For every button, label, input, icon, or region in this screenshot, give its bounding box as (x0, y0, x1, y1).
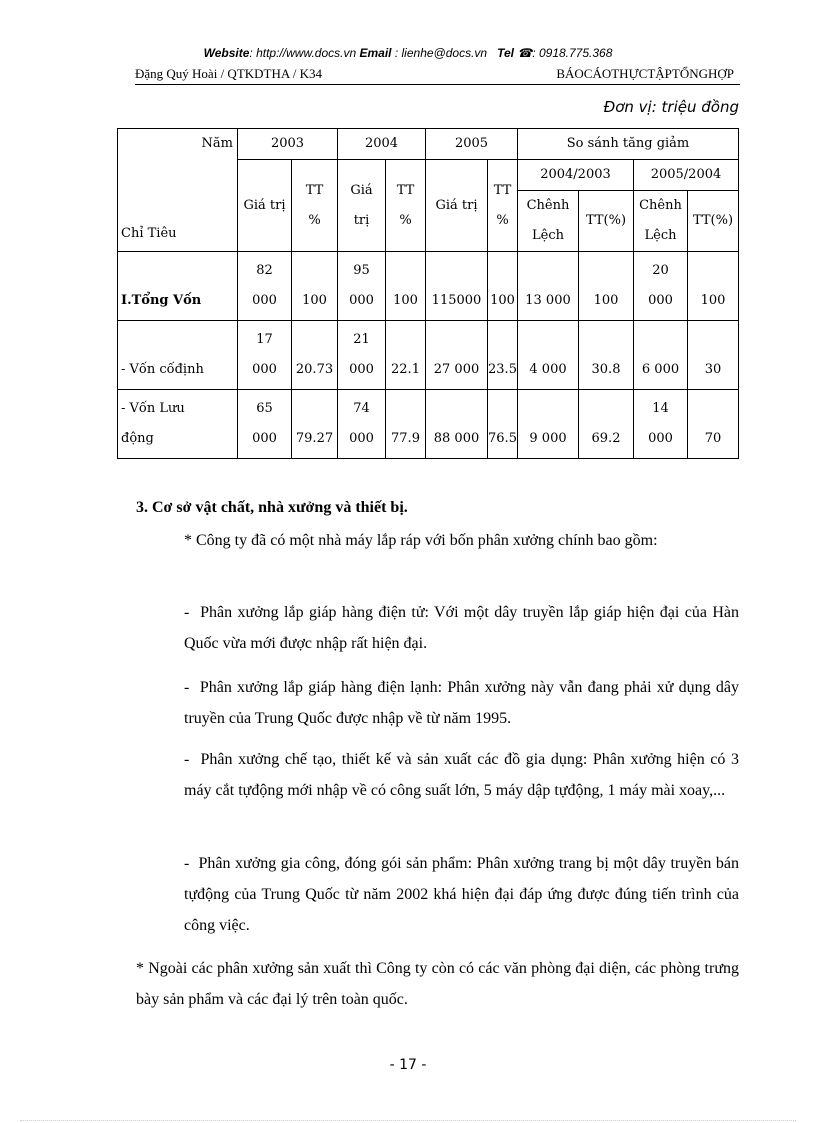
table-cell (338, 390, 386, 459)
cell-line: 000 (349, 293, 374, 308)
cell-line: 76.5 (488, 431, 517, 446)
table-cell (386, 252, 426, 321)
table-cell (292, 252, 338, 321)
cell-line: 000 (252, 293, 277, 308)
cell-line: 000 (252, 362, 277, 377)
gia-label: Giá (350, 182, 373, 198)
table-cell (518, 321, 579, 390)
table-cell (426, 321, 488, 390)
cell-line: 20.73 (295, 362, 334, 377)
row-label-line: I.Tổng Vốn (121, 293, 202, 308)
table-cell (634, 252, 688, 321)
tri-label: trị (353, 212, 370, 228)
cell-line: 79.27 (295, 431, 334, 446)
cell-line: 20 (652, 263, 669, 278)
cell-line (518, 325, 578, 355)
website-value[interactable]: : http://www.docs.vn (249, 46, 357, 60)
cell-line: 9 000 (529, 431, 567, 446)
cell-line (579, 394, 633, 424)
compare-header: So sánh tăng giảm (518, 129, 739, 160)
table-cell (292, 390, 338, 459)
table-cell (688, 321, 739, 390)
capital-table (117, 128, 739, 459)
table-cell (579, 321, 634, 390)
email-value[interactable]: : lienhe@docs.vn (394, 46, 488, 60)
cell-line (426, 394, 487, 424)
cell-line: 77.9 (391, 431, 420, 446)
corner-cell (118, 129, 238, 252)
col-header-tt (292, 160, 338, 252)
cell-line (579, 325, 633, 355)
bullet-item: - Phân xưởng gia công, đóng gói sản phẩm: Phân xưởng trang bị một dây truyền bán tựđộng của Trung Quốc từ năm 2002 khá hiện đại đáp ứng được đúng tiến trình của công việc. (184, 855, 740, 934)
cell-line: 14 (652, 401, 669, 416)
cell-line: 4 000 (529, 362, 567, 377)
col-header-diff (518, 191, 579, 252)
website-label: Website (203, 46, 250, 60)
intro-paragraph: * Công ty đã có một nhà máy lắp ráp với bốn phân xưởng chính bao gồm: (184, 532, 658, 549)
cell-line (292, 325, 337, 355)
table-cell (579, 252, 634, 321)
cell-line: 100 (393, 293, 418, 308)
cell-line: 21 (353, 332, 370, 347)
cell-line: 000 (648, 293, 673, 308)
page-number: - 17 - (389, 1057, 427, 1073)
cell-line (488, 325, 517, 355)
table-cell (426, 252, 488, 321)
chenh-label: Chênh (639, 198, 682, 213)
section-heading: 3. Cơ sở vật chất, nhà xưởng và thiết bị. (136, 499, 408, 516)
running-header (135, 66, 740, 85)
report-title: BÁOCÁOTHỰCTẬPTỔNGHỢP (556, 66, 734, 81)
year-header: 2003 (238, 129, 338, 160)
bullet-item: - Phân xưởng chế tạo, thiết kế và sản xuất các đồ gia dụng: Phân xưởng hiện có 3 máy cắt tựđộng mới nhập về có công suất lớn, 5 máy dập tựđộng, 1 máy mài xoay,... (184, 751, 740, 799)
table-row (118, 252, 739, 321)
lech-label: Lệch (644, 228, 677, 243)
cell-line: 100 (593, 293, 619, 308)
tt-label: TT (493, 182, 512, 198)
cell-line: 70 (704, 431, 722, 446)
cell-line: 000 (252, 431, 277, 446)
unit-note: Đơn vị: triệu đồng (603, 98, 739, 116)
cell-line: 74 (353, 401, 370, 416)
cell-line (688, 325, 738, 355)
cell-line (386, 256, 425, 286)
cell-line: 115000 (431, 293, 482, 308)
table-cell (518, 390, 579, 459)
cell-line: 100 (490, 293, 515, 308)
phone-icon: ☎ (517, 46, 533, 60)
table-row (118, 321, 739, 390)
tel-value: : 0918.775.368 (532, 46, 613, 60)
bullet-text: Phân xưởng lắp giáp hàng điện lạnh: Phân xưởng này vẫn đang phải xử dụng dây truyền của Trung Quốc được nhập về từ năm 1995. (184, 679, 740, 727)
cell-line: 17 (256, 332, 273, 347)
year-header: 2004 (338, 129, 426, 160)
table-cell (338, 252, 386, 321)
bullet-text: Phân xưởng chế tạo, thiết kế và sản xuất các đồ gia dụng: Phân xưởng hiện có 3 máy cắt tựđộng mới nhập về có công suất lớn, 5 máy dập tựđộng, 1 máy mài xoay,... (184, 751, 740, 799)
row-label (118, 252, 238, 321)
table-cell (292, 321, 338, 390)
table-cell (488, 321, 518, 390)
bottom-divider (20, 1120, 796, 1121)
cell-line (688, 394, 738, 424)
table-cell (488, 390, 518, 459)
cell-line: 30 (704, 362, 722, 377)
email-label: Email (359, 46, 392, 60)
cell-line (488, 256, 517, 286)
table-cell (634, 390, 688, 459)
corner-indicator-label: Chỉ Tiêu (121, 226, 177, 241)
table-cell (238, 252, 292, 321)
row-label-line: - Vốn Lưu (121, 401, 185, 416)
pct-label: % (308, 212, 321, 228)
table-cell (579, 390, 634, 459)
bullet-text: Phân xưởng gia công, đóng gói sản phẩm: Phân xưởng trang bị một dây truyền bán tựđộng của Trung Quốc từ năm 2002 khá hiện đại đáp ứng được đúng tiến trình của công việc. (184, 855, 740, 934)
cell-line (292, 394, 337, 424)
cell-line: 95 (353, 263, 370, 278)
cell-line (688, 256, 738, 286)
compare-period: 2005/2004 (634, 160, 739, 191)
tel-label: Tel (497, 46, 514, 60)
table-cell (238, 321, 292, 390)
table-cell (386, 390, 426, 459)
cell-line (518, 394, 578, 424)
row-label (118, 321, 238, 390)
col-header-value: Giá trị (238, 160, 292, 252)
cell-line: 88 000 (433, 431, 480, 446)
col-header-tt-pct: TT(%) (579, 191, 634, 252)
cell-line (634, 325, 687, 355)
cell-line: 82 (256, 263, 273, 278)
cell-line (488, 394, 517, 424)
bullet-item: - Phân xưởng lắp giáp hàng điện tử: Với một dây truyền lắp giáp hiện đại của Hàn Quốc vừa mới được nhập rất hiện đại. (184, 604, 739, 652)
cell-line: 100 (302, 293, 327, 308)
cell-line: 23.5 (488, 362, 517, 377)
website-line (0, 46, 816, 60)
row-label-line (121, 325, 237, 355)
table-cell (488, 252, 518, 321)
table-cell (386, 321, 426, 390)
cell-line (518, 256, 578, 286)
cell-line: 000 (349, 431, 374, 446)
cell-line (426, 325, 487, 355)
year-header: 2005 (426, 129, 518, 160)
table-cell (238, 390, 292, 459)
table-cell (518, 252, 579, 321)
chenh-label: Chênh (526, 198, 570, 213)
table-body (118, 252, 739, 459)
cell-line (386, 325, 425, 355)
bullet-text: Phân xưởng lắp giáp hàng điện tử: Với một dây truyền lắp giáp hiện đại của Hàn Quốc vừa mới được nhập rất hiện đại. (184, 604, 739, 652)
author-line: Đặng Quý Hoài / QTKDTHA / K34 (135, 66, 323, 81)
col-header-value (338, 160, 386, 252)
pct-label: % (496, 212, 509, 228)
cell-line: 6 000 (641, 362, 680, 377)
col-header-tt (386, 160, 426, 252)
cell-line: 30.8 (591, 362, 621, 377)
col-header-value: Giá trị (426, 160, 488, 252)
col-header-tt (488, 160, 518, 252)
table-cell (338, 321, 386, 390)
closing-paragraph: * Ngoài các phân xưởng sản xuất thì Công ty còn có các văn phòng đại diện, các phòng trưng bày sản phẩm và các đại lý trên toàn quốc. (136, 960, 739, 1008)
lech-label: Lệch (532, 228, 564, 243)
row-label-line: - Vốn cốđịnh (121, 362, 204, 377)
cell-line (426, 256, 487, 286)
table-cell (634, 321, 688, 390)
pct-label: % (399, 212, 412, 228)
tt-label: TT (396, 182, 415, 198)
cell-line (292, 256, 337, 286)
compare-period: 2004/2003 (518, 160, 634, 191)
row-label (118, 390, 238, 459)
row-label-line (121, 256, 237, 286)
table-cell (426, 390, 488, 459)
cell-line: 27 000 (433, 362, 480, 377)
bullet-item: - Phân xưởng lắp giáp hàng điện lạnh: Phân xưởng này vẫn đang phải xử dụng dây truyền của Trung Quốc được nhập về từ năm 1995. (184, 679, 740, 727)
cell-line: 22.1 (391, 362, 420, 377)
cell-line: 000 (648, 431, 673, 446)
table-cell (688, 390, 739, 459)
corner-year-label: Năm (201, 136, 233, 151)
tt-label: TT (305, 182, 324, 198)
col-header-tt-pct: TT(%) (688, 191, 739, 252)
table-row (118, 390, 739, 459)
cell-line (579, 256, 633, 286)
cell-line: 69.2 (591, 431, 621, 446)
cell-line (386, 394, 425, 424)
table-cell (688, 252, 739, 321)
col-header-diff (634, 191, 688, 252)
cell-line: 13 000 (525, 293, 571, 308)
cell-line: 65 (256, 401, 273, 416)
cell-line: 100 (700, 293, 726, 308)
cell-line: 000 (349, 362, 374, 377)
row-label-line: động (121, 431, 154, 446)
